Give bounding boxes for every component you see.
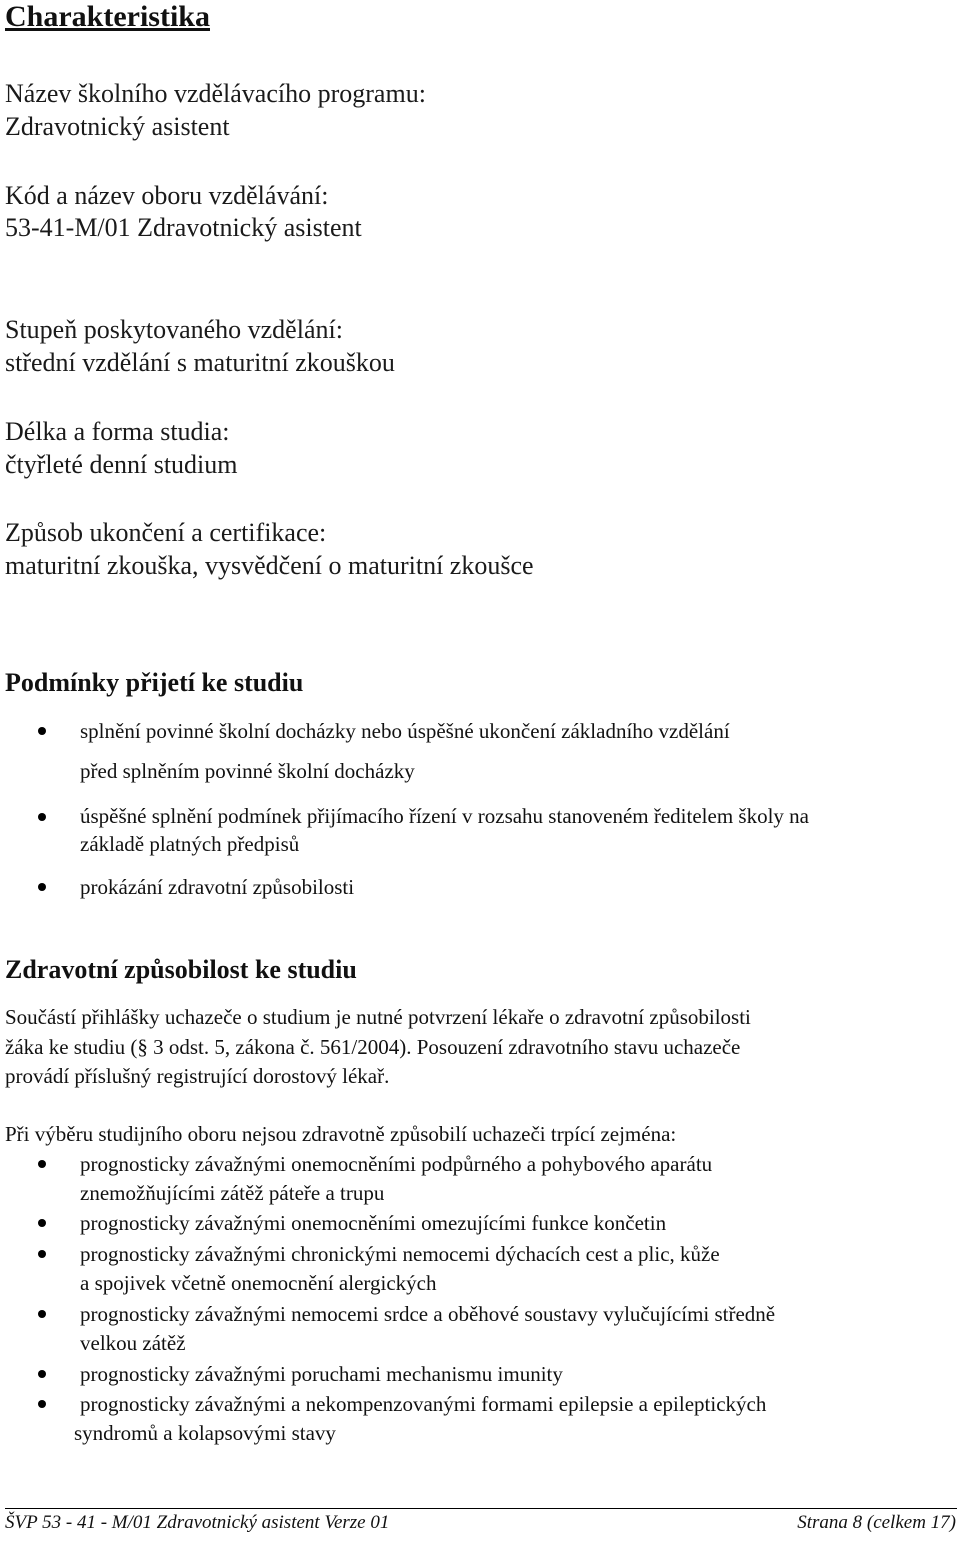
bullet-icon bbox=[38, 883, 46, 891]
health-item-line2: velkou zátěž bbox=[80, 1331, 186, 1355]
health-item-line2: syndromů a kolapsovými stavy bbox=[74, 1421, 336, 1445]
health-item-line1: prognosticky závažnými poruchami mechanismu imunity bbox=[80, 1362, 563, 1386]
health-item-line2: znemožňujícími zátěž páteře a trupu bbox=[80, 1181, 385, 1205]
health-para-line: provádí příslušný registrující dorostový lékař. bbox=[5, 1064, 390, 1088]
bullet-icon bbox=[38, 1370, 46, 1378]
footer-right: Strana 8 (celkem 17) bbox=[797, 1512, 956, 1533]
completion-label: Způsob ukončení a certifikace: bbox=[5, 518, 327, 547]
health-para-line: Součástí přihlášky uchazeče o studium je nutné potvrzení lékaře o zdravotní způsobilosti bbox=[5, 1005, 751, 1029]
admission-item-line1: prokázání zdravotní způsobilosti bbox=[80, 875, 355, 899]
level-label: Stupeň poskytovaného vzdělání: bbox=[5, 315, 343, 344]
field-label: Kód a název oboru vzdělávání: bbox=[5, 181, 329, 210]
health-heading: Zdravotní způsobilost ke studiu bbox=[5, 955, 357, 984]
bullet-icon bbox=[38, 1310, 46, 1318]
admission-item-line2: před splněním povinné školní docházky bbox=[80, 759, 415, 783]
length-label: Délka a forma studia: bbox=[5, 417, 230, 446]
admission-heading: Podmínky přijetí ke studiu bbox=[5, 668, 304, 697]
level-value: střední vzdělání s maturitní zkouškou bbox=[5, 348, 395, 377]
health-item-line1: prognosticky závažnými chronickými nemocemi dýchacích cest a plic, kůže bbox=[80, 1242, 720, 1266]
health-item-line1: prognosticky závažnými onemocněními podpůrného a pohybového aparátu bbox=[80, 1152, 713, 1176]
admission-item-line1: splnění povinné školní docházky nebo úspěšné ukončení základního vzdělání bbox=[80, 719, 730, 743]
admission-item-line1: úspěšné splnění podmínek přijímacího řízení v rozsahu stanoveném ředitelem školy na bbox=[80, 804, 809, 828]
program-value: Zdravotnický asistent bbox=[5, 112, 230, 141]
footer-rule bbox=[5, 1508, 957, 1509]
health-item-line2: a spojivek včetně onemocnění alergických bbox=[80, 1271, 437, 1295]
bullet-icon bbox=[38, 1400, 46, 1408]
bullet-icon bbox=[38, 1219, 46, 1227]
health-intro: Při výběru studijního oboru nejsou zdravotně způsobilí uchazeči trpící zejména: bbox=[5, 1122, 677, 1146]
health-item-line1: prognosticky závažnými nemocemi srdce a oběhové soustavy vylučujícími středně bbox=[80, 1302, 776, 1326]
admission-item-line2: základě platných předpisů bbox=[80, 832, 300, 856]
program-label: Název školního vzdělávacího programu: bbox=[5, 79, 426, 108]
completion-value: maturitní zkouška, vysvědčení o maturitní zkoušce bbox=[5, 551, 534, 580]
bullet-icon bbox=[38, 1160, 46, 1168]
bullet-icon bbox=[38, 1250, 46, 1258]
field-value: 53-41-M/01 Zdravotnický asistent bbox=[5, 213, 362, 242]
length-value: čtyřleté denní studium bbox=[5, 450, 238, 479]
health-para-line: žáka ke studiu (§ 3 odst. 5, zákona č. 561/2004). Posouzení zdravotního stavu uchazeče bbox=[5, 1035, 741, 1059]
bullet-icon bbox=[38, 813, 46, 821]
bullet-icon bbox=[38, 727, 46, 735]
page-title: Charakteristika bbox=[5, 0, 210, 33]
health-item-line1: prognosticky závažnými a nekompenzovanými formami epilepsie a epileptických bbox=[80, 1392, 767, 1416]
health-item-line1: prognosticky závažnými onemocněními omezujícími funkce končetin bbox=[80, 1211, 667, 1235]
footer-left: ŠVP 53 - 41 - M/01 Zdravotnický asistent Verze 01 bbox=[5, 1512, 390, 1533]
